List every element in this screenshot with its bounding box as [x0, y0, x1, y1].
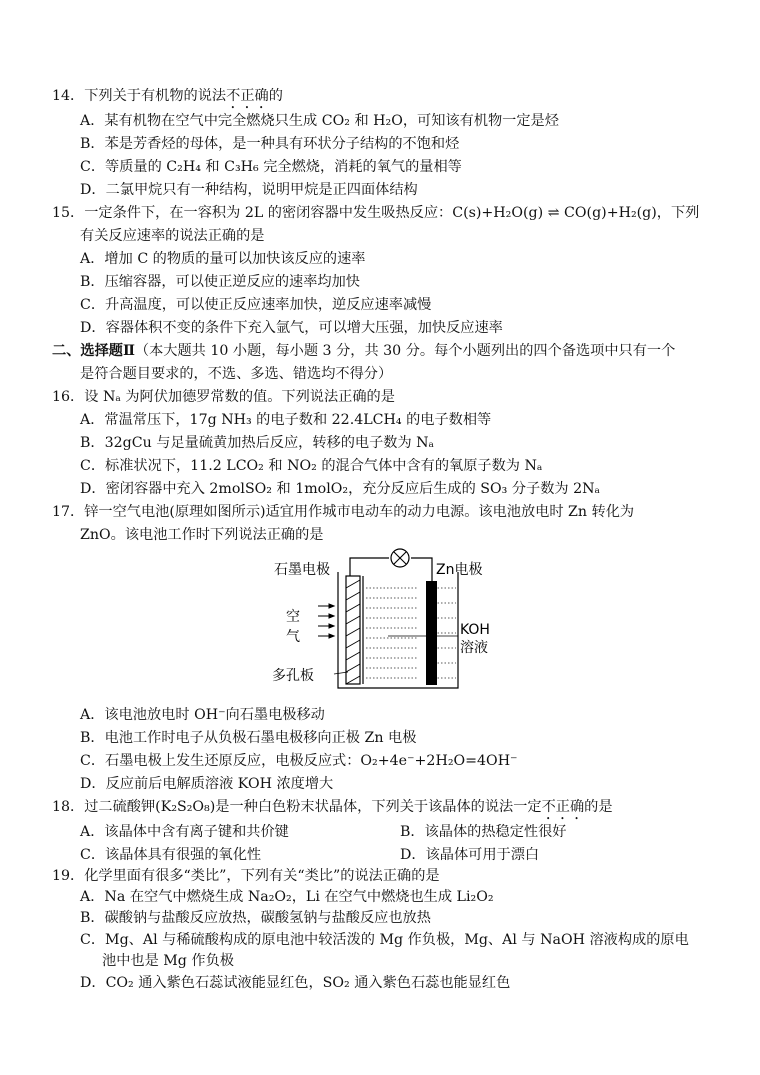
q14-stem: [52, 86, 283, 112]
q14-option-b: B．苯是芳香烃的母体，是一种具有环状分子结构的不饱和烃: [80, 136, 460, 152]
q16-stem: 16．设 Nₐ 为阿伏加德罗常数的值。下列说法正确的是: [52, 389, 395, 405]
q14-option-d: D．二氯甲烷只有一种结构，说明甲烷是正四面体结构: [80, 182, 418, 198]
graphite-electrode: [346, 576, 363, 684]
q17-stem-2: ZnO。该电池工作时下列说法正确的是: [80, 527, 324, 543]
plate-label: 多孔板: [272, 668, 314, 684]
q18-option-d: D．该晶体可用于漂白: [400, 847, 540, 863]
q16-option-c: C．标准状况下，11.2 LCO₂ 和 NO₂ 的混合气体中含有的氧原子数为 Nₐ: [80, 458, 543, 474]
q15-stem-2: 有关反应速率的说法正确的是: [80, 228, 265, 244]
bulb-icon: [391, 549, 409, 567]
q14-option-c: C．等质量的 C₂H₄ 和 C₃H₆ 完全燃烧，消耗的氧气的量相等: [80, 159, 462, 175]
zn-label: Zn电极: [436, 562, 483, 578]
q15-option-b: B．压缩容器，可以使正逆反应的速率均加快: [80, 274, 360, 290]
q19-option-c-1: C．Mg、Al 与稀硫酸构成的原电池中较活泼的 Mg 作负极，Mg、Al 与 NaOH 溶液构成的原电: [80, 932, 689, 948]
q15-stem-1: 15．一定条件下，在一容积为 2L 的密闭容器中发生吸热反应：C(s)+H₂O(g) ⇌ CO(g)+H₂(g)，下列: [52, 205, 700, 221]
q14-stem-text: 14．下列关于有机物的说法: [52, 88, 227, 104]
q17-option-c: C．石墨电极上发生还原反应，电极反应式：O₂+4e⁻+2H₂O=4OH⁻: [80, 753, 518, 769]
q16-option-d: D．密闭容器中充入 2molSO₂ 和 1molO₂，充分反应后生成的 SO₃ 分子数为 2Nₐ: [80, 481, 600, 497]
q19-option-a: A．Na 在空气中燃烧生成 Na₂O₂，Li 在空气中燃烧也生成 Li₂O₂: [80, 889, 494, 905]
zinc-air-battery-diagram: [268, 548, 518, 693]
koh-label-1: KOH: [460, 622, 490, 638]
q18-stem-text: 18．过二硫酸钾(K₂S₂O₈)是一种白色粉末状晶体，下列关于该晶体的说法一定: [52, 799, 542, 815]
section-2-title: 二、选择题Ⅱ: [52, 343, 135, 359]
q19-option-b: B．碳酸钠与盐酸反应放热，碳酸氢钠与盐酸反应也放热: [80, 910, 431, 926]
q18-stem: [52, 797, 613, 823]
q17-option-d: D．反应前后电解质溶液 KOH 浓度增大: [80, 776, 334, 792]
section-2-header: [52, 341, 675, 361]
q17-option-a: A．该电池放电时 OH⁻向石墨电极移动: [80, 707, 325, 723]
air-arrows: [318, 604, 334, 638]
q17-option-b: B．电池工作时电子从负极石墨电极移向正极 Zn 电极: [80, 730, 417, 746]
air-label-2: 气: [286, 629, 300, 645]
q15-option-c: C．升高温度，可以使正反应速率加快，逆反应速率减慢: [80, 297, 432, 313]
q14-stem-tail: 的: [268, 88, 283, 104]
q19-stem: 19．化学里面有很多“类比”，下列有关“类比”的说法正确的是: [52, 868, 440, 884]
q18-option-c: C．该晶体具有很强的氧化性: [80, 847, 262, 863]
q16-option-a: A．常温常压下，17g NH₃ 的电子数和 22.4LCH₄ 的电子数相等: [80, 412, 492, 428]
wire-right: [411, 558, 432, 581]
q14-emphasis: 不正确: [226, 88, 269, 104]
q17-stem-1: 17．锌一空气电池(原理如图所示)适宜用作城市电动车的动力电源。该电池放电时 Zn 转化为: [52, 504, 635, 520]
wire-left: [350, 558, 389, 576]
q18-emphasis: 不正确: [541, 799, 585, 815]
q18-option-b: B．该晶体的热稳定性很好: [400, 824, 567, 840]
q19-option-d: D．CO₂ 通入紫色石蕊试液能显红色，SO₂ 通入紫色石蕊也能显红色: [80, 975, 511, 991]
zn-electrode: [426, 581, 437, 685]
graphite-label: 石墨电极: [274, 562, 330, 578]
section-2-desc-2: 是符合题目要求的，不选、多选、错选均不得分）: [80, 366, 393, 382]
air-label-1: 空: [286, 609, 300, 625]
q18-option-a: A．该晶体中含有离子键和共价键: [80, 824, 289, 840]
q16-option-b: B．32gCu 与足量硫黄加热后反应，转移的电子数为 Nₐ: [80, 435, 435, 451]
q19-option-c-2: 池中也是 Mg 作负极: [102, 953, 234, 969]
q14-option-a: A．某有机物在空气中完全燃烧只生成 CO₂ 和 H₂O，可知该有机物一定是烃: [80, 113, 559, 129]
q15-option-a: A．增加 C 的物质的量可以加快该反应的速率: [80, 251, 366, 267]
q18-stem-tail: 的是: [584, 799, 613, 815]
electrolyte-fill: [366, 588, 456, 678]
section-2-desc-1: （本大题共 10 小题，每小题 3 分，共 30 分。每个小题列出的四个备选项中只有一个: [134, 343, 676, 359]
koh-label-2: 溶液: [460, 640, 488, 656]
q15-option-d: D．容器体积不变的条件下充入氩气，可以增大压强，加快反应速率: [80, 320, 503, 336]
